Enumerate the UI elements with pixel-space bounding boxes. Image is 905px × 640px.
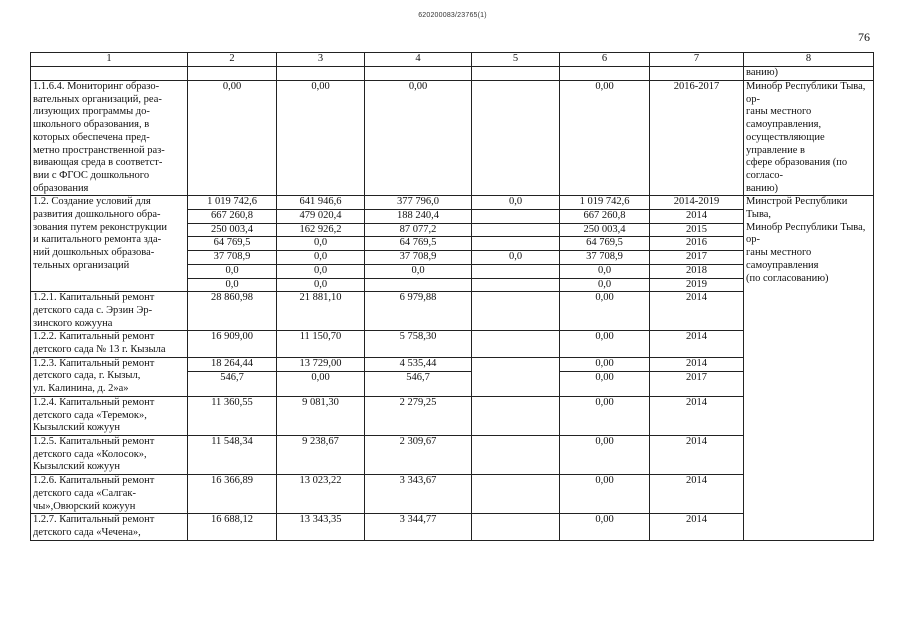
cell-col5 <box>472 237 560 251</box>
cell-responsible: Минобр Республики Тыва, ор- ганы местного самоуправления, осуществляющие управление в сфере образования (по согласо- ванию) <box>744 81 874 196</box>
cell-col6: 37 708,9 <box>560 251 650 265</box>
cell-federal: 641 946,6 <box>277 196 365 210</box>
cell-col5 <box>472 435 560 474</box>
activity-name: 1.2.6. Капитальный ремонт детского сада «Салгак- чы»,Овюрский кожуун <box>31 475 188 514</box>
cell-republic <box>365 278 472 292</box>
cell-federal: 0,0 <box>277 278 365 292</box>
cell-col5 <box>472 357 560 396</box>
cell-period: 2014 <box>650 435 744 474</box>
cell-republic: 2 309,67 <box>365 435 472 474</box>
cell-total: 0,0 <box>188 264 277 278</box>
cell-federal: 11 150,70 <box>277 331 365 357</box>
cell-col6: 0,0 <box>560 264 650 278</box>
cell-period: 2014 <box>650 357 744 371</box>
cell-period: 2016-2017 <box>650 81 744 196</box>
cell-total: 1 019 742,6 <box>188 196 277 210</box>
activity-name: 1.2.4. Капитальный ремонт детского сада «Теремок», Кызылский кожуун <box>31 396 188 435</box>
col-header: 3 <box>277 53 365 67</box>
activity-name: 1.2.3. Капитальный ремонт детского сада, г. Кызыл, ул. Калинина, д. 2»а» <box>31 357 188 396</box>
cell-republic: 377 796,0 <box>365 196 472 210</box>
col-header: 5 <box>472 53 560 67</box>
table-row <box>31 81 874 196</box>
cell-republic: 188 240,4 <box>365 210 472 224</box>
cell-col6: 1 019 742,6 <box>560 196 650 210</box>
cell-responsible: Минстрой Республики Тыва, Минобр Республики Тыва, ор- ганы местного самоуправления (по согласованию) <box>744 196 874 540</box>
carry-over-text: ванию) <box>744 67 874 81</box>
cell-total: 0,00 <box>188 81 277 196</box>
cell-total: 64 769,5 <box>188 237 277 251</box>
cell-col5 <box>472 264 560 278</box>
cell-col5 <box>472 210 560 224</box>
cell-republic: 87 077,2 <box>365 223 472 237</box>
cell-col5 <box>472 396 560 435</box>
cell-total: 16 688,12 <box>188 514 277 540</box>
cell-col6: 0,00 <box>560 81 650 196</box>
cell-period: 2016 <box>650 237 744 251</box>
activity-name: 1.2. Создание условий для развития дошкольного обра- зования путем реконструкции и капитального ремонта зда- ний дошкольных образова- тельных организаций <box>31 196 188 292</box>
cell-col6: 667 260,8 <box>560 210 650 224</box>
activity-name: 1.2.7. Капитальный ремонт детского сада «Чечена», <box>31 514 188 540</box>
cell-period: 2014 <box>650 396 744 435</box>
cell-republic: 37 708,9 <box>365 251 472 265</box>
cell-col5: 0,0 <box>472 196 560 210</box>
cell-total: 0,0 <box>188 278 277 292</box>
cell-republic: 546,7 <box>365 371 472 396</box>
cell-period: 2014 <box>650 514 744 540</box>
cell-total: 16 909,00 <box>188 331 277 357</box>
cell-total: 11 360,55 <box>188 396 277 435</box>
cell-col5: 0,0 <box>472 251 560 265</box>
cell-period: 2014 <box>650 292 744 331</box>
cell-period: 2014 <box>650 475 744 514</box>
cell-federal: 9 081,30 <box>277 396 365 435</box>
cell-federal: 13 729,00 <box>277 357 365 371</box>
cell-col6: 250 003,4 <box>560 223 650 237</box>
cell-total: 18 264,44 <box>188 357 277 371</box>
program-table <box>30 52 874 541</box>
cell-total: 16 366,89 <box>188 475 277 514</box>
cell-republic: 64 769,5 <box>365 237 472 251</box>
cell-col6: 0,00 <box>560 435 650 474</box>
cell-total: 37 708,9 <box>188 251 277 265</box>
cell-period: 2014 <box>650 210 744 224</box>
cell-col5 <box>472 278 560 292</box>
cell-total: 250 003,4 <box>188 223 277 237</box>
cell-col6: 0,00 <box>560 371 650 396</box>
cell-col5 <box>472 514 560 540</box>
cell-col5 <box>472 331 560 357</box>
cell-republic: 0,0 <box>365 264 472 278</box>
cell-col6: 0,00 <box>560 396 650 435</box>
cell-federal: 13 343,35 <box>277 514 365 540</box>
cell-federal: 162 926,2 <box>277 223 365 237</box>
cell-period: 2017 <box>650 371 744 396</box>
cell-total: 546,7 <box>188 371 277 396</box>
col-header: 6 <box>560 53 650 67</box>
cell-total: 11 548,34 <box>188 435 277 474</box>
activity-name: 1.2.2. Капитальный ремонт детского сада № 13 г. Кызыла <box>31 331 188 357</box>
cell-col5 <box>472 475 560 514</box>
cell-period: 2017 <box>650 251 744 265</box>
cell-total: 667 260,8 <box>188 210 277 224</box>
cell-period: 2019 <box>650 278 744 292</box>
table-row <box>31 196 874 210</box>
cell-republic: 3 344,77 <box>365 514 472 540</box>
cell-period: 2014 <box>650 331 744 357</box>
page-number: 76 <box>858 30 870 44</box>
cell-republic: 0,00 <box>365 81 472 196</box>
header-row <box>31 53 874 67</box>
cell-republic: 3 343,67 <box>365 475 472 514</box>
cell-col6: 0,0 <box>560 278 650 292</box>
cell-period: 2015 <box>650 223 744 237</box>
col-header: 4 <box>365 53 472 67</box>
cell-total: 28 860,98 <box>188 292 277 331</box>
activity-name: 1.1.6.4. Мониторинг образо- вательных организаций, реа- лизующих программы до- школьного образования, в которых обеспечена пред- метно пространственной раз- вивающая среда в соответст- вии с ФГОС дошкольного образования <box>31 81 188 196</box>
col-header: 2 <box>188 53 277 67</box>
cell-federal: 13 023,22 <box>277 475 365 514</box>
cell-col5 <box>472 292 560 331</box>
cell-federal: 0,0 <box>277 251 365 265</box>
cell-republic: 2 279,25 <box>365 396 472 435</box>
cell-federal: 21 881,10 <box>277 292 365 331</box>
cell-federal: 0,0 <box>277 237 365 251</box>
cell-federal: 479 020,4 <box>277 210 365 224</box>
col-header: 1 <box>31 53 188 67</box>
cell-federal: 0,0 <box>277 264 365 278</box>
cell-col6: 0,00 <box>560 475 650 514</box>
cell-federal: 0,00 <box>277 371 365 396</box>
cell-col6: 0,00 <box>560 514 650 540</box>
cell-federal: 9 238,67 <box>277 435 365 474</box>
cell-period: 2014-2019 <box>650 196 744 210</box>
activity-name: 1.2.5. Капитальный ремонт детского сада «Колосок», Кызылский кожуун <box>31 435 188 474</box>
cell-col6: 0,00 <box>560 292 650 331</box>
cell-republic: 4 535,44 <box>365 357 472 371</box>
cell-republic: 5 758,30 <box>365 331 472 357</box>
cell-republic: 6 979,88 <box>365 292 472 331</box>
cell-col6: 64 769,5 <box>560 237 650 251</box>
cell-col5 <box>472 223 560 237</box>
cell-period: 2018 <box>650 264 744 278</box>
cell-col6: 0,00 <box>560 331 650 357</box>
col-header: 7 <box>650 53 744 67</box>
cell-col5 <box>472 81 560 196</box>
activity-name: 1.2.1. Капитальный ремонт детского сада с. Эрзин Эр- зинского кожууна <box>31 292 188 331</box>
document-id: 620200083/23765(1) <box>418 12 487 19</box>
cell-col6: 0,00 <box>560 357 650 371</box>
col-header: 8 <box>744 53 874 67</box>
cell-federal: 0,00 <box>277 81 365 196</box>
table-row <box>31 67 874 81</box>
